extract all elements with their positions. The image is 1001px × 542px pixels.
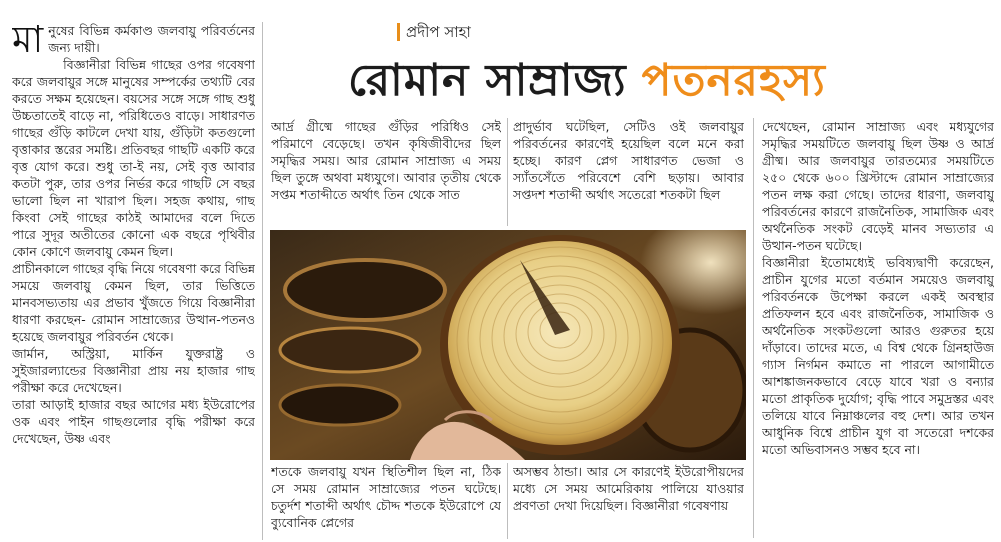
article-paragraph: বিজ্ঞানীরা ইতোমধ্যেই ভবিষ্যদ্বাণী করেছেন, প্রাচীন যুগের মতো বর্তমান সময়েও জলবায়ু পরিবর্তনকে উপেক্ষা করলে একই অবস্থার প্রতিফলন হবে এবং রাজনৈতিক, সামাজিক ও অর্থনৈতিক সংকটগুলো আরও গুরুতর হয়ে দাঁড়াবে। তাদের মতে, এ বিশ্ব থেকে গ্রিনহাউজ গ্যাস নির্গমন কমাতে না পারলে আগামীতে আশঙ্কাজনকভাবে বেড়ে যাবে খরা ও বন্যার মতো প্রাকৃতিক দুর্যোগ; বৃদ্ধি পাবে সমুদ্রস্তর এবং তলিয়ে যাবে নিম্নাঞ্চলের বহু দেশ। আর তখন আধুনিক বিশ্বে প্রাচীন যুগ বা সতেরো দশকের মতো অভিবাসনও সম্ভব হবে না। — [762, 255, 994, 457]
article-paragraph: প্রাদুর্ভাব ঘটেছিল, সেটিও ওই জলবায়ুর পরিবর্তনের কারণেই হয়েছিল বলে মনে করা হচ্ছে। কারণ প্লেগ সাধারণত ভেজা ও স্যাঁতসেঁতে পরিবেশে বেশি ছড়ায়। আবার সপ্তদশ শতাব্দী অর্থাৎ সতেরো শতকটা ছিল — [513, 119, 744, 202]
article-column-1 — [12, 22, 255, 540]
article-paragraph: তারা আড়াই হাজার বছর আগের মধ্য ইউরোপের ওক এবং পাইন গাছগুলোর বৃদ্ধি পরীক্ষা করে দেখেছেন, উষ্ণ এবং — [12, 397, 255, 446]
article-paragraph: আর্দ্র গ্রীষ্মে গাছের গুঁড়ির পরিধিও সেই পরিমাণে বেড়েছে। তখন কৃষিজীবীদের ছিল সমৃদ্ধির সময়। আর রোমান সাম্রাজ্য এ সময় ছিল তুঙ্গে অথবা মধ্যযুগে। আবার তৃতীয় থেকে সপ্তম শতাব্দীতে অর্থাৎ তিন থেকে সাত — [271, 119, 501, 202]
column-rule — [507, 118, 508, 226]
headline-part1: রোমান সাম্রাজ্য — [348, 55, 627, 106]
column-rule — [753, 118, 754, 538]
article-column-2-top — [271, 118, 501, 226]
article-paragraph: দেখেছেন, রোমান সাম্রাজ্য এবং মধ্যযুগের সমৃদ্ধির সময়টিতে জলবায়ু ছিল উষ্ণ ও আর্দ্র গ্রীষ্ম। আর জলবায়ুর তারতম্যের সময়টিতে ২৫০ থেকে ৬০০ খ্রিস্টাব্দে রোমান সাম্রাজ্যের পতন লক্ষ করা গেছে। তাদের ধারণা, জলবায়ু পরিবর্তনের কারণে রাজনৈতিক, সামাজিক এবং অর্থনৈতিক সংকট বেড়েই মানব সভ্যতার এ উত্থান-পতন ঘটেছে। — [762, 119, 994, 253]
byline-text: প্রদীপ সাহা — [406, 23, 471, 41]
article-column-3-bottom — [513, 463, 744, 539]
dropcap: মা — [12, 22, 44, 61]
article-paragraph: অসম্ভব ঠান্ডা। আর সে কারণেই ইউরোপীয়দের মধ্যে সে সময় আমেরিকায় পালিয়ে যাওয়ার প্রবণতা দেখা দিয়েছিল। বিজ্ঞানীরা গবেষণায় — [513, 464, 744, 513]
article-paragraph: মানুষের বিভিন্ন কর্মকাণ্ড জলবায়ু পরিবর্তনের জন্য দায়ী। — [12, 22, 255, 61]
article-paragraph: প্রাচীনকালে গাছের বৃদ্ধি নিয়ে গবেষণা করে বিভিন্ন সময়ে জলবায়ু কেমন ছিল, তার ভিত্তিতে মানবসভ্যতায় এর প্রভাব খুঁজতে গিয়ে বিজ্ঞানীরা ধারণা করছেন- রোমান সাম্রাজ্যের উত্থান-পতনও হয়েছে জলবায়ুর পরিবর্তন থেকে। — [12, 261, 255, 344]
article-column-3-top — [513, 118, 744, 226]
tree-ring-photo — [270, 230, 746, 460]
column-rule — [507, 463, 508, 539]
article-paragraph: বিজ্ঞানীরা বিভিন্ন গাছের ওপর গবেষণা করে জলবায়ুর সঙ্গে মানুষের সম্পর্কের তথ্যটি বের করতে সক্ষম হয়েছেন। বয়সের সঙ্গে সঙ্গে গাছ শুধু উচ্চতাতেই বাড়ে না, পরিধিতেও বাড়ে। সাধারণত গাছের গুঁড়ি কাটলে দেখা যায়, গুঁড়িটা কতগুলো বৃত্তাকার স্তরের সমষ্টি। প্রতিবছর গাছটি একটি করে বৃত্ত যোগ করে। শুধু তা-ই নয়, সেই বৃত্ত আবার কতটা পুরু, তার ওপর নির্ভর করে গাছটি সে বছর ভালো ছিল না খারাপ ছিল। সহজ কথায়, গাছ কিংবা সেই গাছের কাঠই আমাদের বলে দিতে পারে সুদূর অতীতের কোনো এক বছরে পৃথিবীর কোন কোণে জলবায়ু কেমন ছিল। — [12, 57, 255, 259]
article-column-4 — [762, 118, 994, 538]
headline-part2: পতনরহস্য — [641, 55, 826, 106]
article-paragraph: শতকে জলবায়ু যখন স্থিতিশীল ছিল না, ঠিক সে সময় রোমান সাম্রাজ্যের পতন ঘটেছে। চতুর্দশ শতাব্দী অর্থাৎ চৌদ্দ শতকে ইউরোপে যে ব্যুবোনিক প্লেগের — [271, 464, 501, 530]
article-column-2-bottom — [271, 463, 501, 539]
article-paragraph: জার্মান, অস্ট্রিয়া, মার্কিন যুক্তরাষ্ট্র ও সুইজারল্যান্ডের বিজ্ঞানীরা প্রায় নয় হাজার গাছ পরীক্ষা করে দেখেছেন। — [12, 346, 255, 395]
headline — [348, 52, 908, 110]
column-rule — [262, 22, 263, 540]
byline — [394, 22, 471, 42]
